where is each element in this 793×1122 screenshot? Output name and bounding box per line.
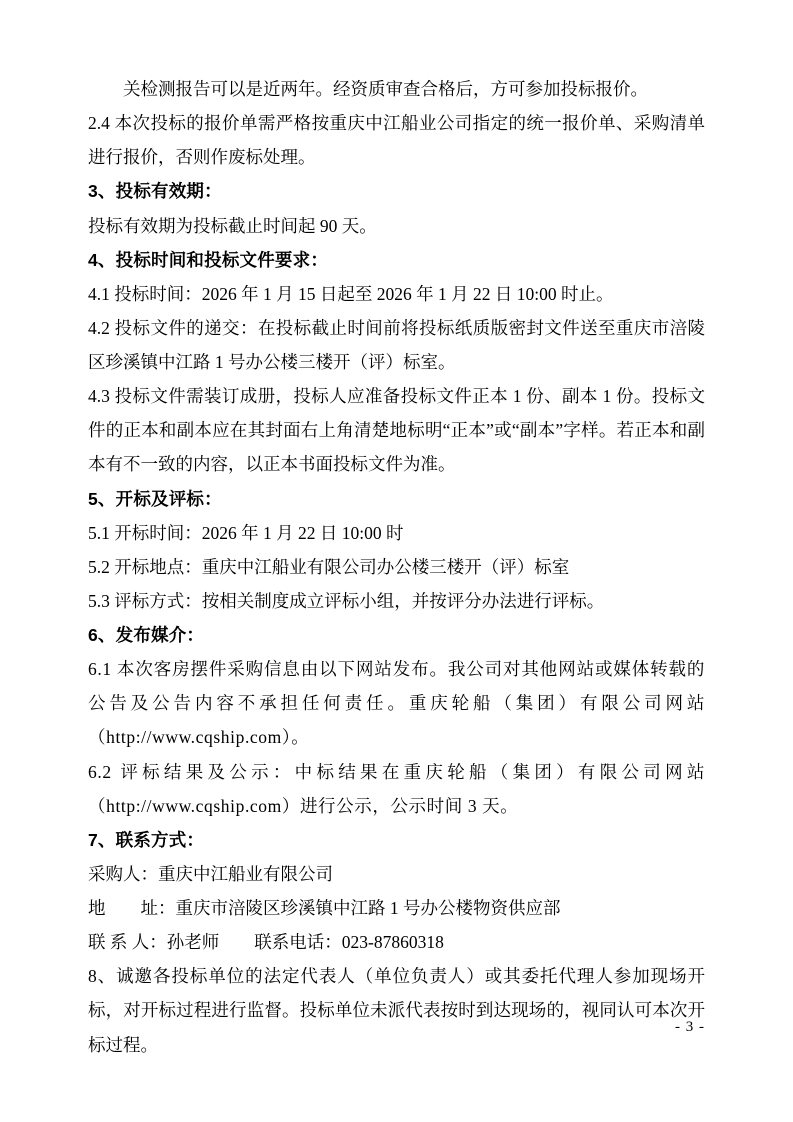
paragraph-6-2: 6.2 评标结果及公示：中标结果在重庆轮船（集团）有限公司网站（http://www.cqship.com）进行公示，公示时间 3 天。 [88,761,705,816]
paragraph-6-1: 6.1 本次客房摆件采购信息由以下网站发布。我公司对其他网站或媒体转载的公告及公告内容不承担任何责任。重庆轮船（集团）有限公司网站（http://www.cqship.com）。 [88,659,705,748]
paragraph-bid-validity-detail: 投标有效期为投标截止时间起 90 天。 [88,215,377,236]
paragraph-5-1: 5.1 开标时间：2026 年 1 月 22 日 10:00 时 [88,522,404,543]
paragraph-address: 地 址：重庆市涪陵区珍溪镇中江路 1 号办公楼物资供应部 [88,898,561,918]
paragraph-4-2: 4.2 投标文件的递交：在投标截止时间前将投标纸质版密封文件送至重庆市涪陵区珍溪镇中江路 1 号办公楼三楼开（评）标室。 [88,317,705,372]
paragraph-contact-person: 联 系 人：孙老师 联系电话：023-87860318 [88,932,444,953]
heading-3-bid-validity: 3、投标有效期： [88,181,222,202]
paragraph-8: 8、诚邀各投标单位的法定代表人（单位负责人）或其委托代理人参加现场开标，对开标过程进行监督。投标单位未派代表按时到达现场的，视同认可本次开标过程。 [88,966,705,1055]
heading-4-bid-time-and-docs: 4、投标时间和投标文件要求： [88,249,329,270]
page-number: - 3 - [675,1019,705,1035]
paragraph-4-3: 4.3 投标文件需装订成册，投标人应准备投标文件正本 1 份、副本 1 份。投标文件的正本和副本应在其封面右上角清楚地标明“正本”或“副本”字样。若正本和副本有不一致的内容，以正本书面投标文件为准。 [88,386,705,475]
heading-7-contact: 7、联系方式： [88,829,205,850]
document-body [88,72,705,1062]
paragraph-2-4: 2.4 本次投标的报价单需严格按重庆中江船业公司指定的统一报价单、采购清单进行报价，否则作废标处理。 [88,113,705,168]
heading-5-opening-and-evaluation: 5、开标及评标： [88,488,222,509]
paragraph-purchaser: 采购人：重庆中江船业有限公司 [88,863,333,884]
paragraph-4-1: 4.1 投标时间：2026 年 1 月 15 日起至 2026 年 1 月 22 日 10:00 时止。 [88,283,614,304]
paragraph-5-3: 5.3 评标方式：按相关制度成立评标小组，并按评分办法进行评标。 [88,590,605,611]
paragraph-5-2: 5.2 开标地点：重庆中江船业有限公司办公楼三楼开（评）标室 [88,556,570,577]
heading-6-publication-media: 6、发布媒介： [88,625,205,645]
paragraph-continuation: 关检测报告可以是近两年。经资质审查合格后，方可参加投标报价。 [123,79,648,99]
